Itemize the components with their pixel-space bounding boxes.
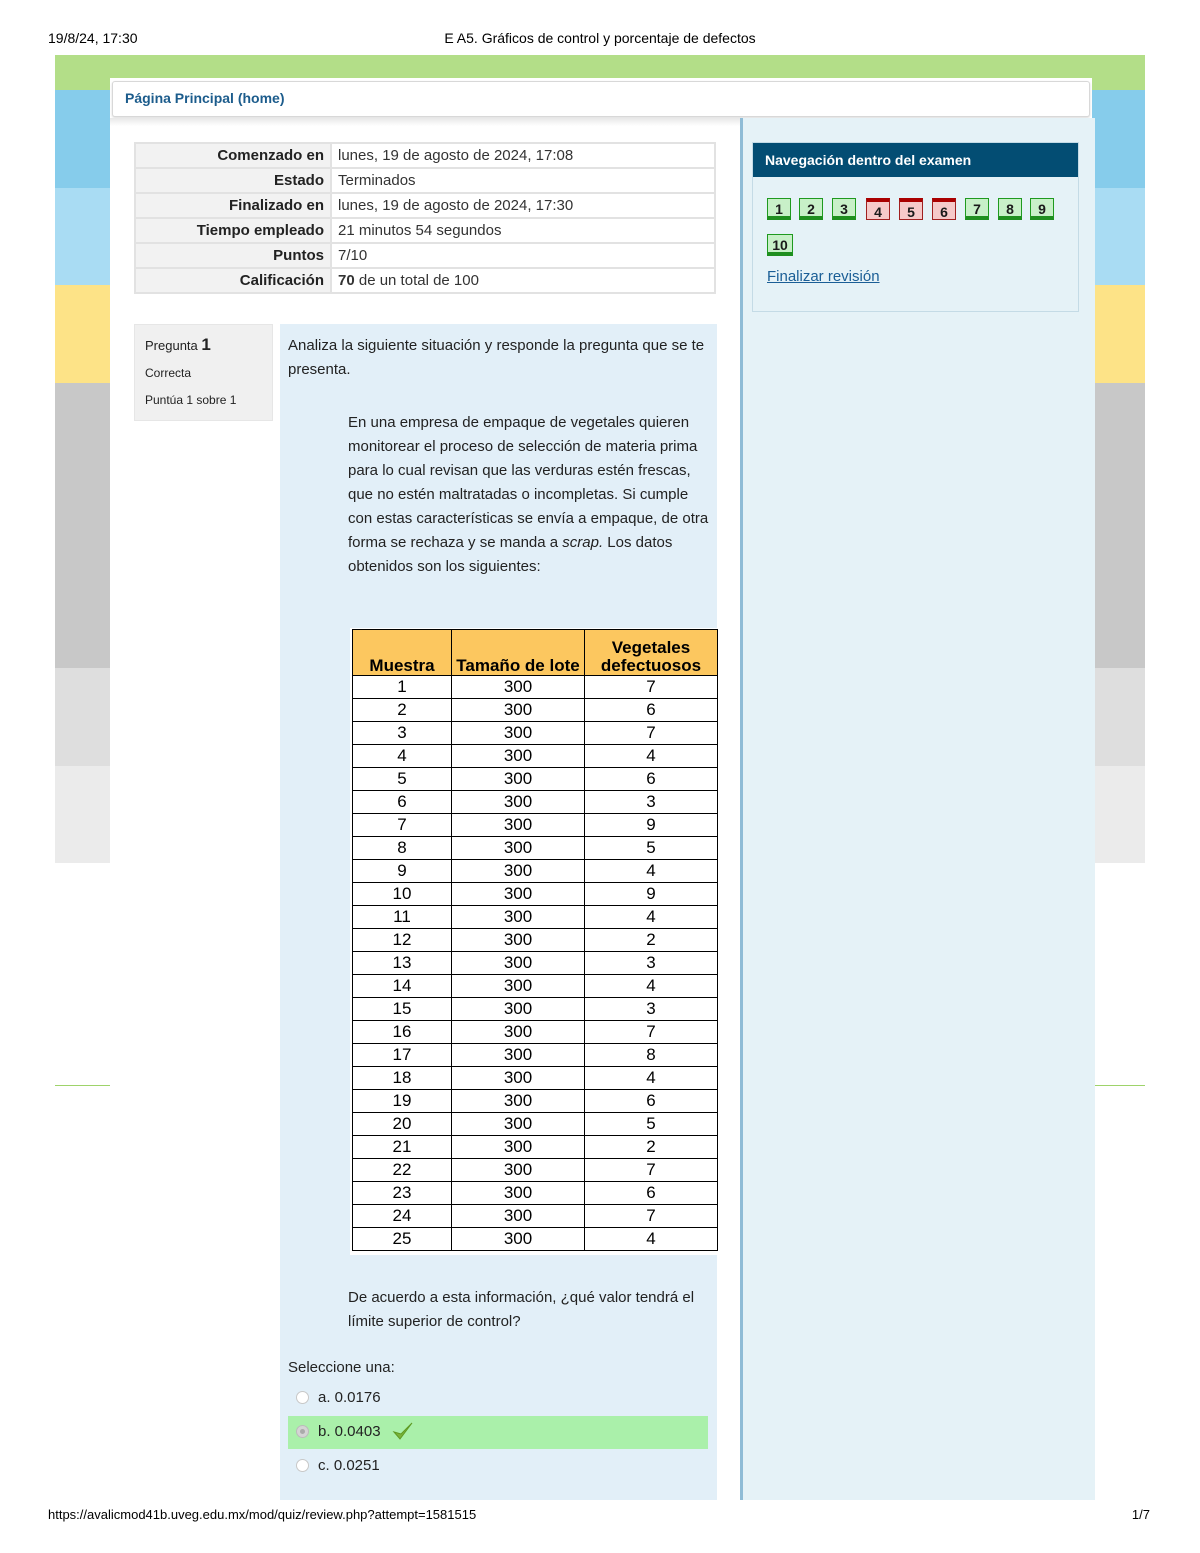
nav-question-5[interactable]: 5 [899, 198, 923, 220]
question-status: Correcta [145, 366, 192, 380]
print-page-number: 1/7 [1131, 1507, 1150, 1522]
summary-row [135, 168, 715, 193]
cell-lot-size: 300 [452, 906, 585, 929]
summary-value: Terminados [331, 168, 715, 193]
cell-sample: 2 [353, 699, 452, 722]
situation-text-end: Los datos obtenidos son los siguientes: [348, 534, 673, 575]
cell-defective: 4 [585, 860, 718, 883]
cell-sample: 23 [353, 1182, 452, 1205]
summary-label: Comenzado en [135, 143, 331, 168]
cell-defective: 3 [585, 952, 718, 975]
table-row [353, 998, 718, 1021]
nav-question-9[interactable]: 9 [1030, 198, 1054, 220]
table-row [353, 1228, 718, 1251]
correct-check-icon [392, 1420, 414, 1442]
question-info [134, 324, 273, 421]
print-header [0, 30, 1200, 50]
question-situation [348, 411, 713, 579]
nav-question-6[interactable]: 6 [932, 198, 956, 220]
cell-sample: 7 [353, 814, 452, 837]
print-date: 19/8/24, 17:30 [48, 30, 138, 46]
breadcrumb [112, 81, 1090, 117]
cell-defective: 7 [585, 676, 718, 699]
cell-defective: 3 [585, 791, 718, 814]
table-row [353, 1136, 718, 1159]
cell-defective: 6 [585, 699, 718, 722]
cell-sample: 8 [353, 837, 452, 860]
cell-sample: 24 [353, 1205, 452, 1228]
table-row [353, 745, 718, 768]
defects-data-table [352, 629, 718, 1251]
summary-value [331, 268, 715, 293]
table-row [353, 837, 718, 860]
table-row [353, 929, 718, 952]
summary-row [135, 243, 715, 268]
cell-sample: 18 [353, 1067, 452, 1090]
table-row [353, 676, 718, 699]
nav-question-8[interactable]: 8 [998, 198, 1022, 220]
cell-defective: 9 [585, 883, 718, 906]
cell-lot-size: 300 [452, 1136, 585, 1159]
table-row [353, 699, 718, 722]
summary-label: Calificación [135, 268, 331, 293]
table-row [353, 1159, 718, 1182]
nav-question-10[interactable]: 10 [767, 234, 793, 256]
table-row [353, 860, 718, 883]
table-row [353, 975, 718, 998]
cell-lot-size: 300 [452, 1044, 585, 1067]
cell-lot-size: 300 [452, 1159, 585, 1182]
cell-lot-size: 300 [452, 1182, 585, 1205]
cell-lot-size: 300 [452, 1067, 585, 1090]
table-body [353, 676, 718, 1251]
cell-sample: 3 [353, 722, 452, 745]
radio-button-selected[interactable] [296, 1425, 309, 1438]
answer-option-b[interactable] [288, 1416, 708, 1449]
cell-defective: 3 [585, 998, 718, 1021]
cell-lot-size: 300 [452, 952, 585, 975]
answer-option-a[interactable] [288, 1382, 708, 1415]
print-title: E A5. Gráficos de control y porcentaje de defectos [444, 30, 756, 46]
question-intro: Analiza la siguiente situación y responde la pregunta que se te presenta. [288, 337, 705, 378]
cell-defective: 6 [585, 768, 718, 791]
nav-question-4[interactable]: 4 [866, 198, 890, 220]
cell-defective: 2 [585, 929, 718, 952]
divider-right [1092, 1085, 1145, 1086]
cell-sample: 22 [353, 1159, 452, 1182]
cell-defective: 5 [585, 1113, 718, 1136]
print-footer [0, 1507, 1200, 1527]
table-row [353, 791, 718, 814]
table-row [353, 1067, 718, 1090]
cell-lot-size: 300 [452, 699, 585, 722]
table-row [353, 1044, 718, 1067]
cell-sample: 20 [353, 1113, 452, 1136]
situation-emphasis: scrap. [562, 534, 604, 551]
cell-sample: 17 [353, 1044, 452, 1067]
answer-option-label: c. 0.0251 [318, 1457, 380, 1474]
cell-sample: 19 [353, 1090, 452, 1113]
cell-lot-size: 300 [452, 975, 585, 998]
cell-sample: 4 [353, 745, 452, 768]
cell-defective: 4 [585, 1228, 718, 1251]
cell-defective: 2 [585, 1136, 718, 1159]
table-row [353, 1182, 718, 1205]
summary-value: lunes, 19 de agosto de 2024, 17:08 [331, 143, 715, 168]
cell-lot-size: 300 [452, 1090, 585, 1113]
quiz-navigation-block [752, 142, 1079, 312]
cell-lot-size: 300 [452, 860, 585, 883]
cell-defective: 9 [585, 814, 718, 837]
cell-defective: 4 [585, 745, 718, 768]
cell-defective: 7 [585, 1205, 718, 1228]
right-sidebar [740, 118, 1095, 1500]
cell-sample: 16 [353, 1021, 452, 1044]
cell-defective: 4 [585, 906, 718, 929]
breadcrumb-home-link[interactable]: Página Principal (home) [125, 90, 285, 106]
answer-option-c[interactable] [288, 1450, 708, 1483]
question-label: Pregunta [145, 338, 198, 353]
cell-sample: 15 [353, 998, 452, 1021]
cell-sample: 12 [353, 929, 452, 952]
cell-defective: 5 [585, 837, 718, 860]
cell-lot-size: 300 [452, 1228, 585, 1251]
column-header-sample: Muestra [353, 630, 452, 676]
grade-value: 70 [338, 272, 355, 289]
cell-sample: 1 [353, 676, 452, 699]
cell-lot-size: 300 [452, 768, 585, 791]
table-header-row [353, 630, 718, 676]
cell-sample: 11 [353, 906, 452, 929]
nav-question-1[interactable]: 1 [767, 198, 791, 220]
cell-lot-size: 300 [452, 1205, 585, 1228]
radio-button[interactable] [296, 1459, 309, 1472]
table-row [353, 906, 718, 929]
table-row [353, 1113, 718, 1136]
column-header-lot-size: Tamaño de lote [452, 630, 585, 676]
question-number [145, 335, 211, 355]
radio-button[interactable] [296, 1391, 309, 1404]
cell-lot-size: 300 [452, 929, 585, 952]
question-number-value: 1 [201, 335, 211, 354]
cell-sample: 10 [353, 883, 452, 906]
cell-lot-size: 300 [452, 814, 585, 837]
cell-lot-size: 300 [452, 676, 585, 699]
summary-label: Tiempo empleado [135, 218, 331, 243]
situation-text: En una empresa de empaque de vegetales quieren monitorear el proceso de selección de materia prima para lo cual revisan que las verduras estén frescas, que no estén maltratadas o incompletas. Si cumple con estas características se envía a empaque, de otra forma se rechaza y se manda a [348, 414, 709, 551]
select-one-label: Seleccione una: [288, 1359, 395, 1376]
summary-row [135, 268, 715, 293]
cell-sample: 5 [353, 768, 452, 791]
cell-defective: 4 [585, 1067, 718, 1090]
question-points: Puntúa 1 sobre 1 [145, 393, 237, 407]
table-row [353, 768, 718, 791]
cell-defective: 8 [585, 1044, 718, 1067]
cell-defective: 7 [585, 722, 718, 745]
table-row [353, 1205, 718, 1228]
quiz-navigation-title: Navegación dentro del examen [753, 143, 1078, 177]
question-prompt: De acuerdo a esta información, ¿qué valor tendrá el límite superior de control? [348, 1289, 695, 1330]
cell-lot-size: 300 [452, 1021, 585, 1044]
cell-lot-size: 300 [452, 791, 585, 814]
cell-lot-size: 300 [452, 883, 585, 906]
cell-defective: 6 [585, 1182, 718, 1205]
answer-option-label: a. 0.0176 [318, 1389, 381, 1406]
finish-review-link[interactable]: Finalizar revisión [767, 268, 880, 285]
cell-defective: 7 [585, 1159, 718, 1182]
table-row [353, 1090, 718, 1113]
grade-suffix: de un total de 100 [354, 272, 479, 289]
cell-sample: 14 [353, 975, 452, 998]
cell-sample: 25 [353, 1228, 452, 1251]
summary-row [135, 218, 715, 243]
cell-defective: 6 [585, 1090, 718, 1113]
print-url: https://avalicmod41b.uveg.edu.mx/mod/quiz/review.php?attempt=1581515 [48, 1507, 477, 1522]
cell-sample: 13 [353, 952, 452, 975]
cell-defective: 4 [585, 975, 718, 998]
table-row [353, 952, 718, 975]
summary-value: 21 minutos 54 segundos [331, 218, 715, 243]
cell-sample: 21 [353, 1136, 452, 1159]
cell-lot-size: 300 [452, 1113, 585, 1136]
table-row [353, 814, 718, 837]
attempt-summary-table [134, 142, 716, 294]
summary-label: Puntos [135, 243, 331, 268]
cell-lot-size: 300 [452, 745, 585, 768]
summary-label: Finalizado en [135, 193, 331, 218]
cell-sample: 6 [353, 791, 452, 814]
column-header-defective: Vegetales defectuosos [585, 630, 718, 676]
table-row [353, 883, 718, 906]
table-row [353, 1021, 718, 1044]
summary-label: Estado [135, 168, 331, 193]
data-table-container [350, 628, 720, 1255]
divider-left [55, 1085, 110, 1086]
summary-value: 7/10 [331, 243, 715, 268]
answer-option-label: b. 0.0403 [318, 1423, 381, 1440]
summary-row [135, 143, 715, 168]
cell-sample: 9 [353, 860, 452, 883]
cell-defective: 7 [585, 1021, 718, 1044]
cell-lot-size: 300 [452, 722, 585, 745]
nav-question-3[interactable]: 3 [832, 198, 856, 220]
cell-lot-size: 300 [452, 998, 585, 1021]
summary-value: lunes, 19 de agosto de 2024, 17:30 [331, 193, 715, 218]
summary-row [135, 193, 715, 218]
table-row [353, 722, 718, 745]
cell-lot-size: 300 [452, 837, 585, 860]
nav-question-2[interactable]: 2 [799, 198, 823, 220]
nav-question-7[interactable]: 7 [965, 198, 989, 220]
